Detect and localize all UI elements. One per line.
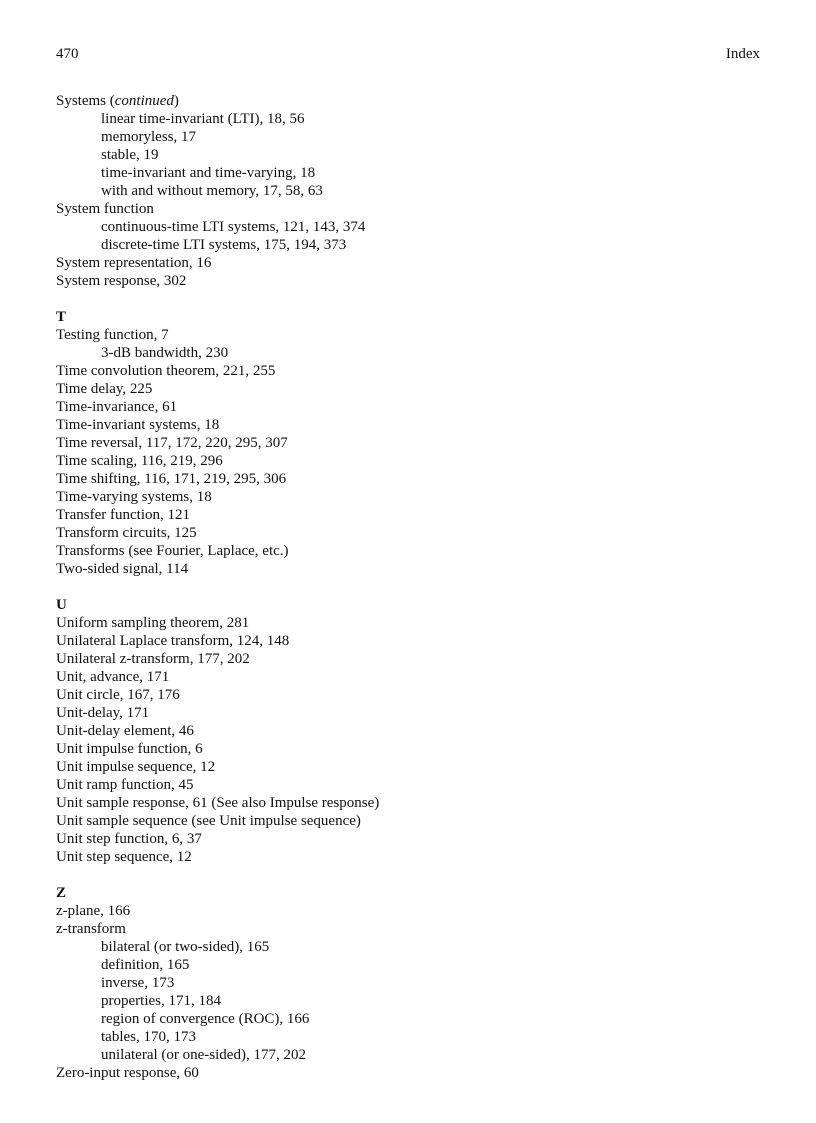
- index-entry: Time convolution theorem, 221, 255: [56, 363, 276, 379]
- index-entry-systems: Systems (continued): [56, 93, 179, 109]
- index-entry: Zero-input response, 60: [56, 1065, 199, 1081]
- index-entry: Unilateral z-transform, 177, 202: [56, 651, 250, 667]
- index-entry: Unit step function, 6, 37: [56, 831, 202, 847]
- page-number: 470: [56, 46, 79, 62]
- index-entry: Time-invariant systems, 18: [56, 417, 220, 433]
- index-entry: Time reversal, 117, 172, 220, 295, 307: [56, 435, 288, 451]
- index-entry: Two-sided signal, 114: [56, 561, 189, 577]
- index-entry: Time-invariance, 61: [56, 399, 178, 415]
- index-entry-system-function: System function: [56, 201, 154, 217]
- index-entry: Unit-delay, 171: [56, 705, 150, 721]
- index-subentry: stable, 19: [101, 147, 159, 163]
- index-body: [56, 92, 760, 1082]
- page-header: [56, 46, 760, 66]
- index-entry: Unit impulse function, 6: [56, 741, 203, 757]
- index-entry: Unit circle, 167, 176: [56, 687, 180, 703]
- index-entry: z-plane, 166: [56, 903, 131, 919]
- index-subentry: bilateral (or two-sided), 165: [101, 939, 270, 955]
- index-entry: Unit step sequence, 12: [56, 849, 192, 865]
- section-letter-z: Z: [56, 885, 67, 901]
- index-subentry: memoryless, 17: [101, 129, 196, 145]
- index-subentry: linear time-invariant (LTI), 18, 56: [101, 111, 305, 127]
- index-subentry: unilateral (or one-sided), 177, 202: [101, 1047, 306, 1063]
- section-letter-t: T: [56, 309, 67, 325]
- index-subentry: discrete-time LTI systems, 175, 194, 373: [101, 237, 347, 253]
- index-entry: Time scaling, 116, 219, 296: [56, 453, 223, 469]
- index-subentry: continuous-time LTI systems, 121, 143, 374: [101, 219, 366, 235]
- index-entry: Transforms (see Fourier, Laplace, etc.): [56, 543, 289, 559]
- index-entry: Transform circuits, 125: [56, 525, 197, 541]
- index-subentry: inverse, 173: [101, 975, 175, 991]
- index-entry: Time shifting, 116, 171, 219, 295, 306: [56, 471, 287, 487]
- index-entry: Unit, advance, 171: [56, 669, 170, 685]
- index-entry: Unit ramp function, 45: [56, 777, 194, 793]
- index-subentry: 3-dB bandwidth, 230: [101, 345, 229, 361]
- index-subentry: tables, 170, 173: [101, 1029, 196, 1045]
- index-entry: Time delay, 225: [56, 381, 153, 397]
- index-entry: Testing function, 7: [56, 327, 169, 343]
- index-entry-z-transform: z-transform: [56, 921, 126, 937]
- index-subentry: with and without memory, 17, 58, 63: [101, 183, 323, 199]
- index-entry: Transfer function, 121: [56, 507, 191, 523]
- continued-note: continued: [114, 93, 174, 109]
- index-entry: Unit-delay element, 46: [56, 723, 194, 739]
- index-entry: Unilateral Laplace transform, 124, 148: [56, 633, 290, 649]
- index-entry: System representation, 16: [56, 255, 212, 271]
- index-entry: Unit impulse sequence, 12: [56, 759, 216, 775]
- section-letter-u: U: [56, 597, 67, 613]
- index-entry: Time-varying systems, 18: [56, 489, 212, 505]
- running-head: Index: [725, 46, 760, 62]
- index-entry: System response, 302: [56, 273, 187, 289]
- index-subentry: time-invariant and time-varying, 18: [101, 165, 316, 181]
- index-entry: Unit sample response, 61 (See also Impulse response): [56, 795, 380, 811]
- index-entry: Uniform sampling theorem, 281: [56, 615, 250, 631]
- index-subentry: region of convergence (ROC), 166: [101, 1011, 310, 1027]
- index-subentry: definition, 165: [101, 957, 190, 973]
- index-subentry: properties, 171, 184: [101, 993, 221, 1009]
- index-entry: Unit sample sequence (see Unit impulse sequence): [56, 813, 361, 829]
- entry-heading: Systems: [56, 93, 107, 109]
